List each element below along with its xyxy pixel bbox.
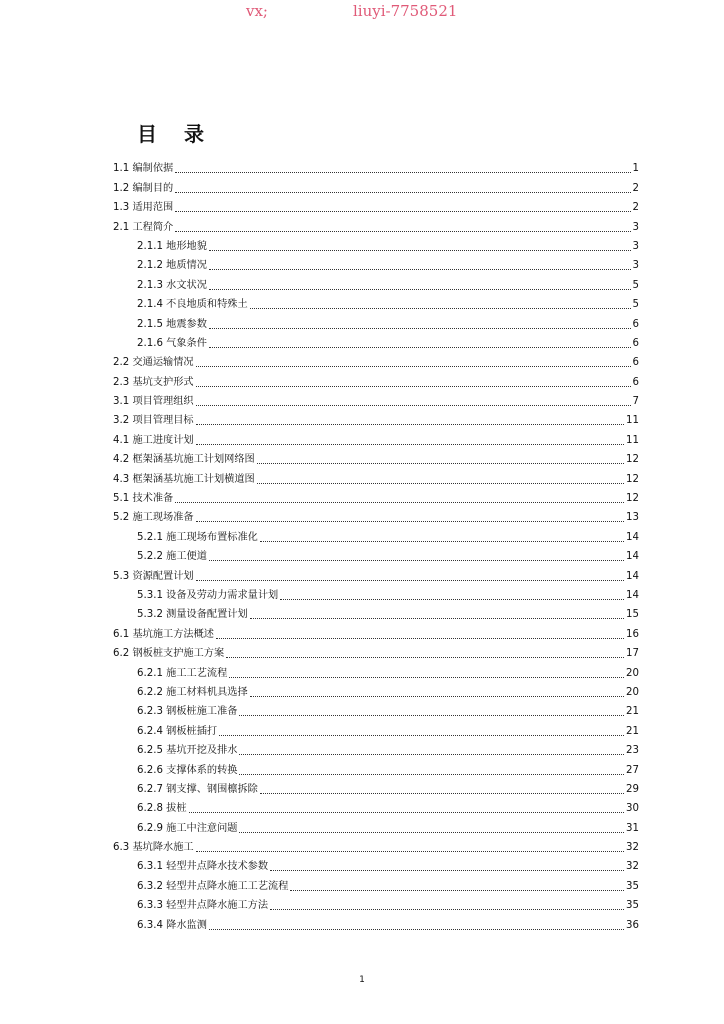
toc-entry-page: 7	[632, 396, 639, 408]
toc-entry-page: 14	[626, 531, 639, 543]
toc-dot-leader	[196, 366, 631, 367]
toc-entry[interactable]	[113, 505, 639, 524]
toc-entry[interactable]	[113, 718, 639, 737]
toc-entry[interactable]	[113, 272, 639, 291]
toc-entry-page: 23	[626, 745, 639, 757]
toc-entry-label: 5.2 施工现场准备	[113, 512, 194, 524]
toc-entry[interactable]	[113, 835, 639, 854]
toc-dot-leader	[260, 541, 624, 542]
toc-entry[interactable]	[113, 563, 639, 582]
toc-entry[interactable]	[113, 524, 639, 543]
watermark-right: liuyi-7758521	[353, 2, 458, 20]
toc-entry-label: 6.2.1 施工工艺流程	[137, 667, 228, 679]
toc-entry-page: 11	[626, 434, 639, 446]
toc-dot-leader	[290, 890, 624, 891]
toc-dot-leader	[280, 599, 624, 600]
toc-dot-leader	[216, 638, 624, 639]
toc-entry[interactable]	[113, 912, 639, 931]
toc-entry[interactable]	[113, 738, 639, 757]
toc-entry-label: 1.1 编制依据	[113, 163, 174, 175]
toc-entry-page: 17	[626, 648, 639, 660]
toc-dot-leader	[270, 870, 624, 871]
toc-entry-page: 5	[632, 279, 639, 291]
toc-entry-label: 6.3.3 轻型井点降水施工方法	[137, 900, 269, 912]
toc-dot-leader	[196, 851, 624, 852]
toc-entry-page: 6	[632, 318, 639, 330]
toc-dot-leader	[196, 424, 624, 425]
toc-entry-label: 6.3 基坑降水施工	[113, 842, 194, 854]
toc-entry[interactable]	[113, 621, 639, 640]
toc-entry-page: 14	[626, 589, 639, 601]
toc-entry-label: 6.2.3 钢板桩施工准备	[137, 706, 238, 718]
toc-entry[interactable]	[113, 583, 639, 602]
toc-entry[interactable]	[113, 680, 639, 699]
toc-entry-page: 29	[626, 783, 639, 795]
toc-entry-page: 2	[632, 202, 639, 214]
watermark-left: vx;	[246, 2, 268, 20]
toc-entry-label: 2.2 交通运输情况	[113, 357, 194, 369]
toc-dot-leader	[196, 444, 624, 445]
toc-entry[interactable]	[113, 427, 639, 446]
toc-entry-page: 16	[626, 628, 639, 640]
toc-dot-leader	[257, 483, 624, 484]
toc-entry-label: 2.1.3 水文状况	[137, 279, 207, 291]
toc-entry[interactable]	[113, 292, 639, 311]
toc-dot-leader	[219, 735, 624, 736]
toc-dot-leader	[250, 696, 624, 697]
toc-entry-label: 6.2 钢板桩支护施工方案	[113, 648, 225, 660]
toc-entry-page: 14	[626, 551, 639, 563]
toc-entry[interactable]	[113, 486, 639, 505]
toc-entry-label: 6.1 基坑施工方法概述	[113, 628, 214, 640]
toc-dot-leader	[175, 231, 630, 232]
toc-dot-leader	[209, 347, 631, 348]
page-number: 1	[359, 975, 365, 985]
toc-entry[interactable]	[113, 757, 639, 776]
toc-entry-label: 4.1 施工进度计划	[113, 434, 194, 446]
toc-dot-leader	[189, 812, 624, 813]
toc-entry-label: 6.3.4 降水监测	[137, 919, 207, 931]
toc-entry-label: 5.3.2 测量设备配置计划	[137, 609, 248, 621]
toc-dot-leader	[209, 269, 631, 270]
toc-entry-page: 20	[626, 686, 639, 698]
toc-entry[interactable]	[113, 854, 639, 873]
toc-entry[interactable]	[113, 699, 639, 718]
toc-entry[interactable]	[113, 175, 639, 194]
toc-entry[interactable]	[113, 350, 639, 369]
toc-dot-leader	[175, 502, 624, 503]
toc-entry-page: 6	[632, 376, 639, 388]
toc-dot-leader	[239, 715, 624, 716]
toc-entry-label: 6.2.2 施工材料机具选择	[137, 686, 248, 698]
toc-entry-page: 35	[626, 880, 639, 892]
toc-entry-label: 6.2.6 支撑体系的转换	[137, 764, 238, 776]
toc-entry-label: 2.1.1 地形地貌	[137, 240, 207, 252]
toc-entry[interactable]	[113, 873, 639, 892]
toc-entry-label: 6.2.9 施工中注意问题	[137, 822, 238, 834]
toc-entry-page: 21	[626, 706, 639, 718]
toc-entry-page: 6	[632, 337, 639, 349]
toc-dot-leader	[239, 754, 624, 755]
toc-entry[interactable]	[113, 641, 639, 660]
toc-entry-label: 2.1 工程简介	[113, 221, 174, 233]
toc-dot-leader	[196, 521, 624, 522]
toc-entry-page: 15	[626, 609, 639, 621]
toc-entry-label: 4.3 框架涵基坑施工计划横道图	[113, 473, 255, 485]
toc-entry-page: 30	[626, 803, 639, 815]
toc-dot-leader	[209, 289, 631, 290]
toc-entry-page: 12	[626, 454, 639, 466]
toc-entry-page: 12	[626, 493, 639, 505]
toc-entry-page: 13	[626, 512, 639, 524]
toc-entry-label: 5.3.1 设备及劳动力需求量计划	[137, 589, 279, 601]
toc-dot-leader	[175, 172, 630, 173]
toc-dot-leader	[209, 929, 624, 930]
toc-entry-label: 2.1.5 地震参数	[137, 318, 207, 330]
toc-dot-leader	[209, 250, 631, 251]
toc-dot-leader	[196, 405, 631, 406]
toc-entry-label: 1.3 适用范围	[113, 202, 174, 214]
toc-entry-page: 14	[626, 570, 639, 582]
toc-dot-leader	[250, 308, 631, 309]
toc-entry-label: 6.2.8 拔桩	[137, 803, 187, 815]
toc-entry-label: 3.1 项目管理组织	[113, 396, 194, 408]
toc-dot-leader	[175, 211, 630, 212]
toc-entry-page: 27	[626, 764, 639, 776]
toc-dot-leader	[229, 677, 624, 678]
toc-dot-leader	[209, 560, 624, 561]
toc-dot-leader	[239, 832, 624, 833]
toc-entry-page: 20	[626, 667, 639, 679]
toc-entry-label: 5.3 资源配置计划	[113, 570, 194, 582]
watermark	[0, 0, 724, 22]
toc-entry-label: 1.2 编制目的	[113, 182, 174, 194]
table-of-contents	[113, 156, 639, 932]
toc-dot-leader	[209, 328, 631, 329]
toc-dot-leader	[196, 580, 624, 581]
toc-entry[interactable]	[113, 815, 639, 834]
toc-dot-leader	[196, 386, 631, 387]
toc-entry[interactable]	[113, 311, 639, 330]
toc-entry-page: 1	[632, 163, 639, 175]
toc-entry-page: 32	[626, 842, 639, 854]
toc-entry[interactable]	[113, 466, 639, 485]
toc-dot-leader	[270, 909, 624, 910]
toc-entry-page: 12	[626, 473, 639, 485]
toc-entry-page: 31	[626, 822, 639, 834]
toc-entry[interactable]	[113, 156, 639, 175]
toc-entry-page: 6	[632, 357, 639, 369]
toc-entry-label: 6.3.1 轻型井点降水技术参数	[137, 861, 269, 873]
toc-dot-leader	[250, 618, 624, 619]
toc-entry[interactable]	[113, 796, 639, 815]
toc-dot-leader	[239, 774, 624, 775]
toc-entry-page: 21	[626, 725, 639, 737]
toc-entry[interactable]	[113, 408, 639, 427]
toc-entry-label: 5.2.1 施工现场布置标准化	[137, 531, 258, 543]
toc-entry-page: 32	[626, 861, 639, 873]
toc-entry-page: 35	[626, 900, 639, 912]
toc-dot-leader	[226, 657, 624, 658]
toc-entry[interactable]	[113, 602, 639, 621]
toc-entry-label: 6.3.2 轻型井点降水施工工艺流程	[137, 880, 289, 892]
toc-entry[interactable]	[113, 893, 639, 912]
toc-entry-label: 5.2.2 施工便道	[137, 551, 207, 563]
toc-entry[interactable]	[113, 660, 639, 679]
toc-entry-page: 36	[626, 919, 639, 931]
toc-entry-label: 6.2.4 钢板桩插打	[137, 725, 218, 737]
toc-entry-label: 6.2.7 钢支撑、钢围檩拆除	[137, 783, 258, 795]
toc-entry-label: 6.2.5 基坑开挖及排水	[137, 745, 238, 757]
toc-entry-page: 2	[632, 182, 639, 194]
toc-entry[interactable]	[113, 369, 639, 388]
toc-entry[interactable]	[113, 214, 639, 233]
toc-entry-page: 5	[632, 299, 639, 311]
toc-entry[interactable]	[113, 544, 639, 563]
toc-entry-label: 4.2 框架涵基坑施工计划网络图	[113, 454, 255, 466]
toc-entry[interactable]	[113, 195, 639, 214]
toc-entry[interactable]	[113, 447, 639, 466]
toc-entry-page: 3	[632, 221, 639, 233]
toc-entry-label: 2.3 基坑支护形式	[113, 376, 194, 388]
toc-entry-label: 2.1.2 地质情况	[137, 260, 207, 272]
toc-entry[interactable]	[113, 234, 639, 253]
toc-dot-leader	[175, 192, 630, 193]
toc-entry-label: 3.2 项目管理目标	[113, 415, 194, 427]
toc-dot-leader	[260, 793, 624, 794]
toc-dot-leader	[257, 463, 624, 464]
toc-entry-label: 2.1.6 气象条件	[137, 337, 207, 349]
toc-entry[interactable]	[113, 253, 639, 272]
toc-entry-page: 3	[632, 260, 639, 272]
toc-entry[interactable]	[113, 331, 639, 350]
toc-entry-page: 11	[626, 415, 639, 427]
toc-entry-label: 2.1.4 不良地质和特殊土	[137, 299, 248, 311]
toc-entry-label: 5.1 技术准备	[113, 493, 174, 505]
toc-entry-page: 3	[632, 240, 639, 252]
page-title: 目 录	[137, 122, 214, 146]
toc-entry[interactable]	[113, 777, 639, 796]
toc-entry[interactable]	[113, 389, 639, 408]
